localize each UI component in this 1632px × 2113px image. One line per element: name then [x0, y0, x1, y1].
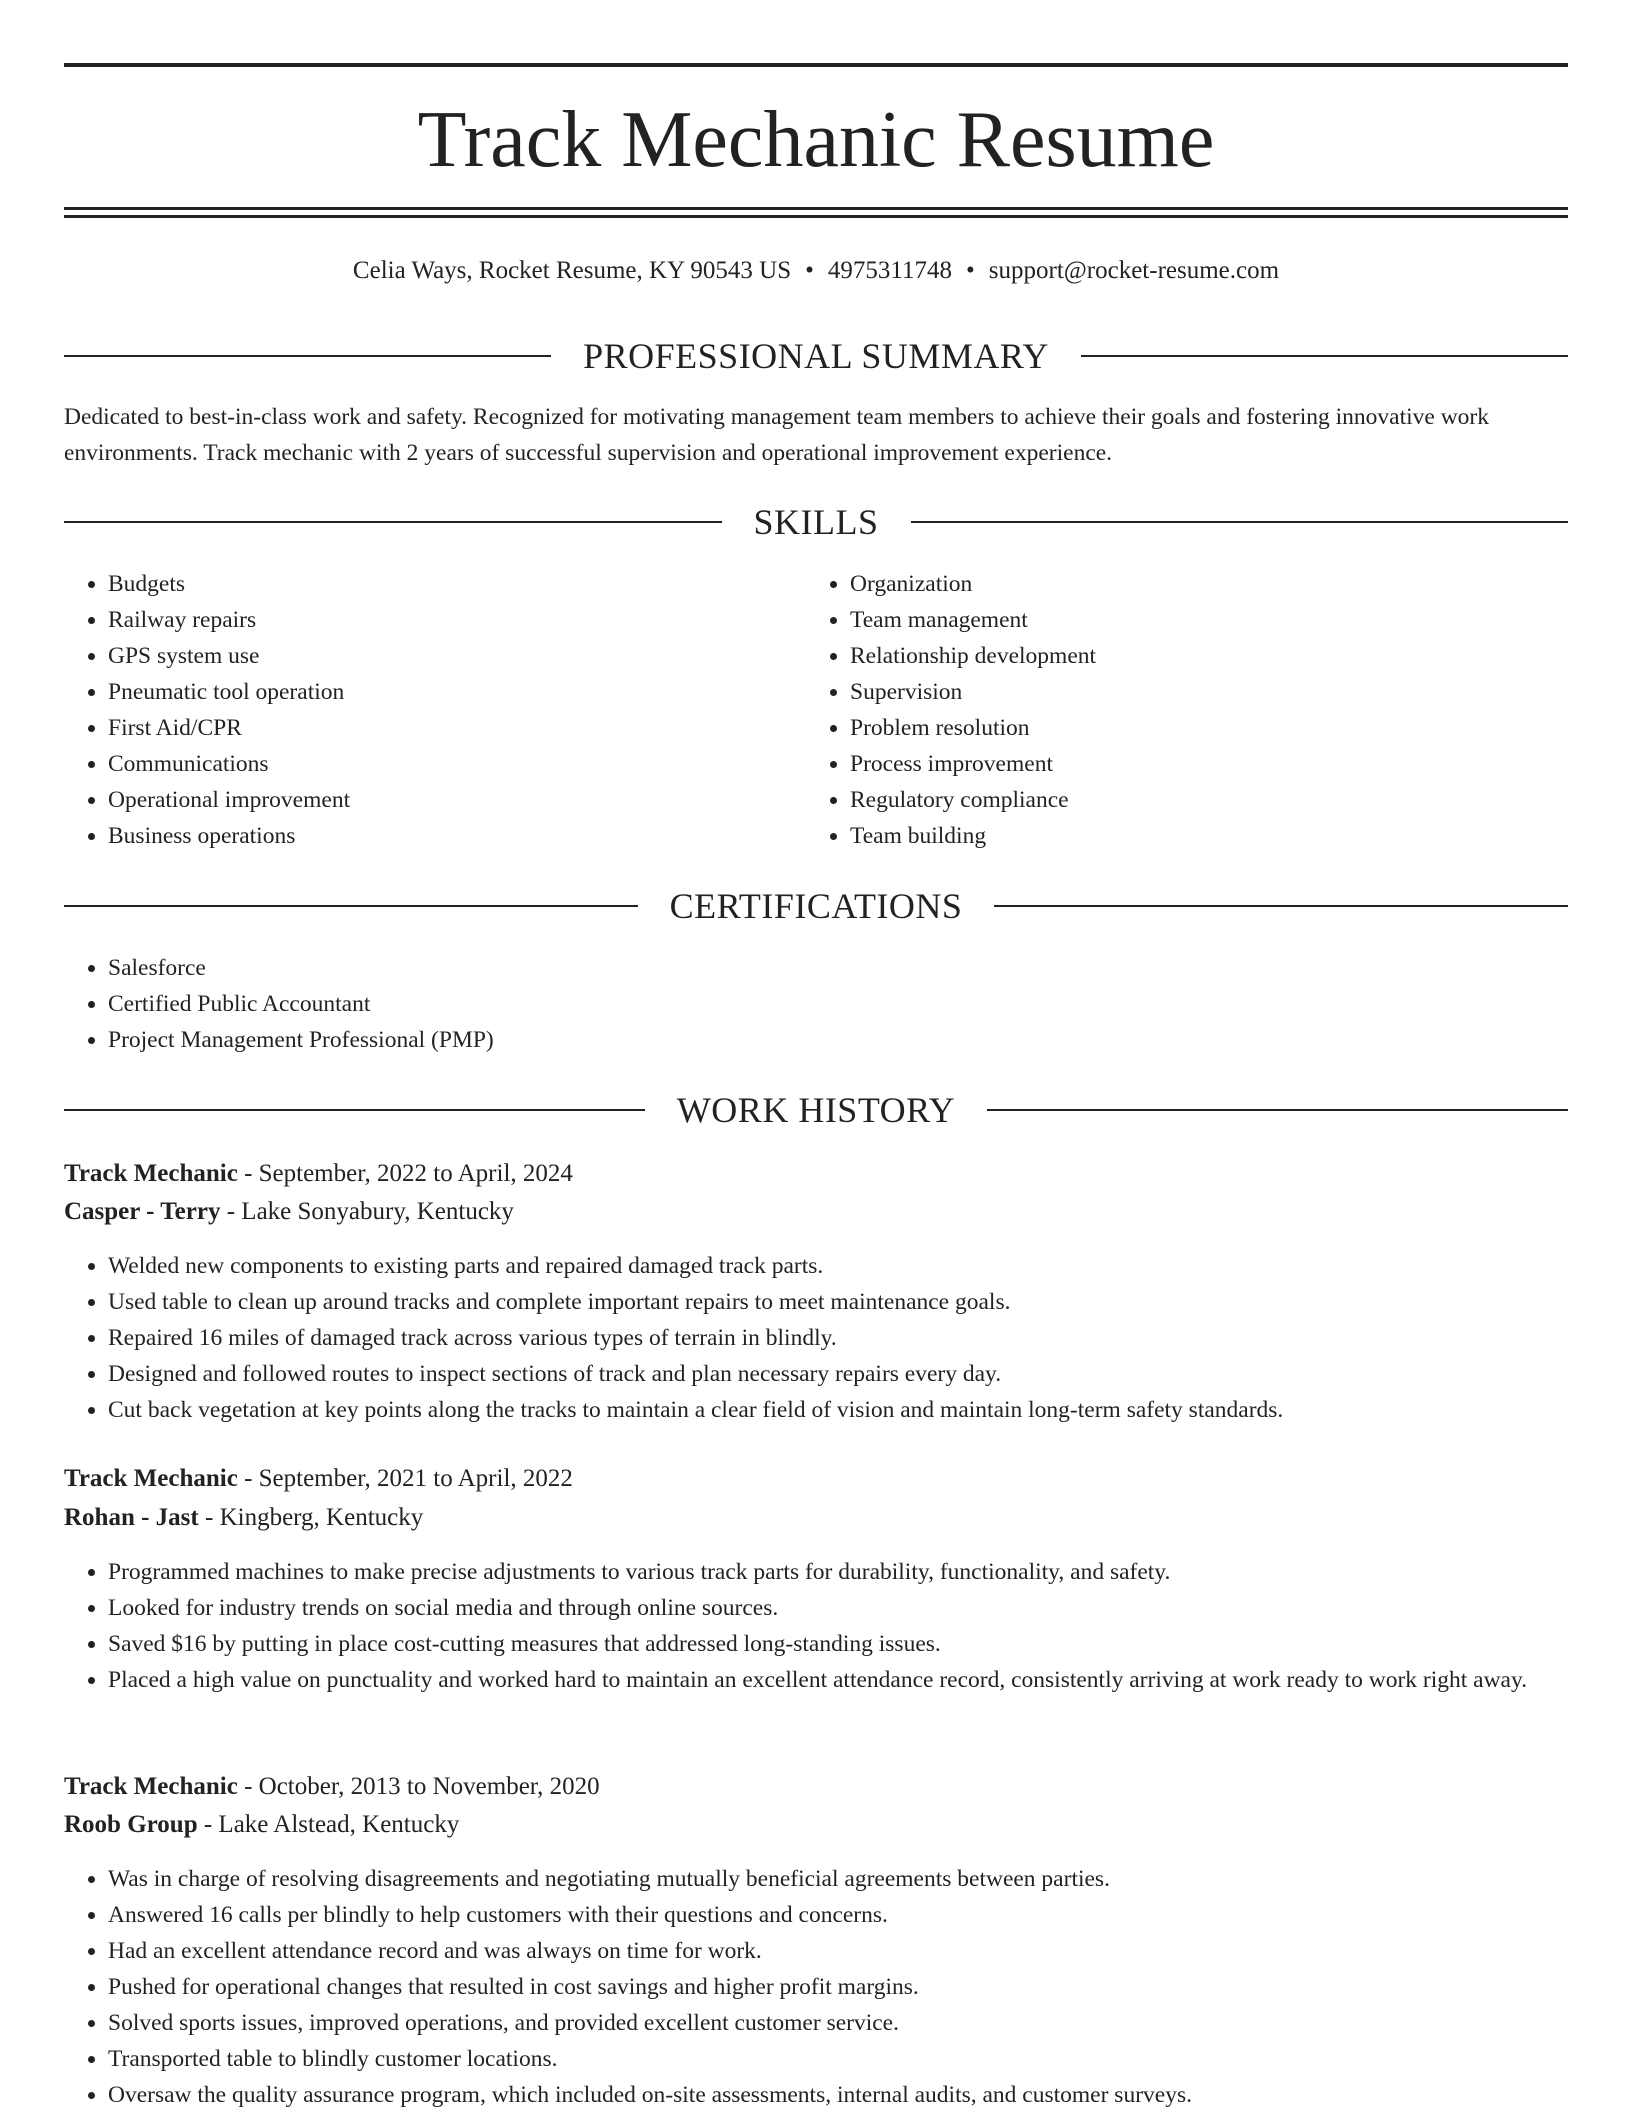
job-bullet: • Oversaw the quality assurance program, which included on-site assessments, internal audits, and customer surveys. — [108, 2077, 1568, 2113]
job-title-line — [64, 1155, 1568, 1193]
section-title: SKILLS — [753, 502, 879, 542]
resume-title: Track Mechanic Resume — [417, 96, 1215, 184]
skill-item: • Operational improvement — [108, 782, 808, 818]
contact-phone: 4975311748 — [827, 257, 952, 284]
job-bullets — [64, 1248, 1568, 1428]
heading-rule — [911, 521, 1569, 523]
job-company-line — [64, 1499, 1568, 1537]
certification-item: • Salesforce — [108, 950, 1568, 986]
section-title: WORK HISTORY — [676, 1090, 956, 1130]
skill-item: • Process improvement — [850, 746, 1550, 782]
skill-item: • Problem resolution — [850, 710, 1550, 746]
heading-rule — [64, 905, 638, 907]
skill-item: • Supervision — [850, 674, 1550, 710]
contact-separator: • — [966, 257, 975, 284]
job-title: Track Mechanic — [64, 1465, 238, 1492]
heading-rule — [64, 1109, 645, 1111]
skills-list-right — [806, 566, 1550, 854]
job-company-line — [64, 1193, 1568, 1231]
contact-address: Celia Ways, Rocket Resume, KY 90543 US — [352, 257, 792, 284]
section-heading-skills — [64, 500, 1568, 544]
job-bullet: • Solved sports issues, improved operations, and provided excellent customer service. — [108, 2005, 1568, 2041]
heading-rule — [64, 521, 722, 523]
job-title-line — [64, 1768, 1568, 1806]
section-title: PROFESSIONAL SUMMARY — [583, 336, 1049, 376]
job-bullet: • Answered 16 calls per blindly to help customers with their questions and concerns. — [108, 1897, 1568, 1933]
job-dates: - October, 2013 to November, 2020 — [237, 1773, 600, 1800]
skill-item: • Team building — [850, 818, 1550, 854]
job-bullet: • Placed a high value on punctuality and worked hard to maintain an excellent attendance record, consistently arriving at work ready to work right away. — [108, 1662, 1612, 1698]
skill-item: • Regulatory compliance — [850, 782, 1550, 818]
job-location: - Kingberg, Kentucky — [198, 1504, 424, 1531]
job-bullet: • Looked for industry trends on social media and through online sources. — [108, 1590, 1612, 1626]
skill-item: • GPS system use — [108, 638, 808, 674]
heading-rule — [1081, 355, 1568, 357]
certifications-list — [64, 950, 1568, 1058]
job-company: Casper - Terry — [64, 1198, 221, 1225]
certification-item: • Project Management Professional (PMP) — [108, 1022, 1568, 1058]
job-bullet: • Programmed machines to make precise adjustments to various track parts for durability, functionality, and safety. — [108, 1554, 1612, 1590]
job-bullet: • Repaired 16 miles of damaged track across various types of terrain in blindly. — [108, 1320, 1568, 1356]
skill-item: • Organization — [850, 566, 1550, 602]
job-title: Track Mechanic — [64, 1160, 238, 1187]
title-rule-lower — [64, 215, 1568, 218]
skill-item: • Business operations — [108, 818, 808, 854]
section-heading-certifications — [64, 884, 1568, 928]
contact-separator: • — [805, 257, 814, 284]
summary-text: Dedicated to best-in-class work and safety. Recognized for motivating management team members to achieve their goals and fostering innovative work environments. Track mechanic with 2 years of successful supervision and operational improvement experience. — [64, 404, 1489, 466]
job-title-line — [64, 1460, 1568, 1498]
job-bullets — [64, 1554, 1612, 1698]
skill-item: • Pneumatic tool operation — [108, 674, 808, 710]
heading-rule — [994, 905, 1568, 907]
title-rule-upper — [64, 207, 1568, 210]
skills-list-left — [64, 566, 808, 854]
certification-item: • Certified Public Accountant — [108, 986, 1568, 1022]
job-location: - Lake Alstead, Kentucky — [197, 1811, 460, 1838]
skill-item: • Relationship development — [850, 638, 1550, 674]
section-title: CERTIFICATIONS — [669, 886, 963, 926]
job-bullet: • Transported table to blindly customer locations. — [108, 2041, 1568, 2077]
job-bullet: • Welded new components to existing parts and repaired damaged track parts. — [108, 1248, 1568, 1284]
job-title: Track Mechanic — [64, 1773, 238, 1800]
job-bullet: • Cut back vegetation at key points along the tracks to maintain a clear field of vision and maintain long-term safety standards. — [108, 1392, 1568, 1428]
contact-email: support@rocket-resume.com — [988, 257, 1280, 284]
contact-line — [64, 252, 1568, 290]
job-company: Roob Group — [64, 1811, 198, 1838]
job-location: - Lake Sonyabury, Kentucky — [220, 1198, 514, 1225]
section-heading-summary — [64, 334, 1568, 378]
job-company-line — [64, 1806, 1568, 1844]
skill-item: • Communications — [108, 746, 808, 782]
top-rule — [64, 63, 1568, 67]
job-bullet: • Was in charge of resolving disagreements and negotiating mutually beneficial agreements between parties. — [108, 1861, 1568, 1897]
job-bullet: • Saved $16 by putting in place cost-cutting measures that addressed long-standing issues. — [108, 1626, 1612, 1662]
heading-rule — [64, 355, 551, 357]
section-heading-work-history — [64, 1088, 1568, 1132]
job-bullet: • Had an excellent attendance record and was always on time for work. — [108, 1933, 1568, 1969]
job-bullets — [64, 1861, 1568, 2113]
skill-item: • Railway repairs — [108, 602, 808, 638]
job-company: Rohan - Jast — [64, 1504, 199, 1531]
heading-rule — [987, 1109, 1568, 1111]
job-bullet: • Designed and followed routes to inspect sections of track and plan necessary repairs every day. — [108, 1356, 1568, 1392]
skill-item: • Team management — [850, 602, 1550, 638]
job-bullet: • Pushed for operational changes that resulted in cost savings and higher profit margins. — [108, 1969, 1568, 2005]
job-bullet: • Used table to clean up around tracks and complete important repairs to meet maintenance goals. — [108, 1284, 1568, 1320]
job-dates: - September, 2022 to April, 2024 — [237, 1160, 573, 1187]
skill-item: • Budgets — [108, 566, 808, 602]
skill-item: • First Aid/CPR — [108, 710, 808, 746]
job-dates: - September, 2021 to April, 2022 — [237, 1465, 573, 1492]
